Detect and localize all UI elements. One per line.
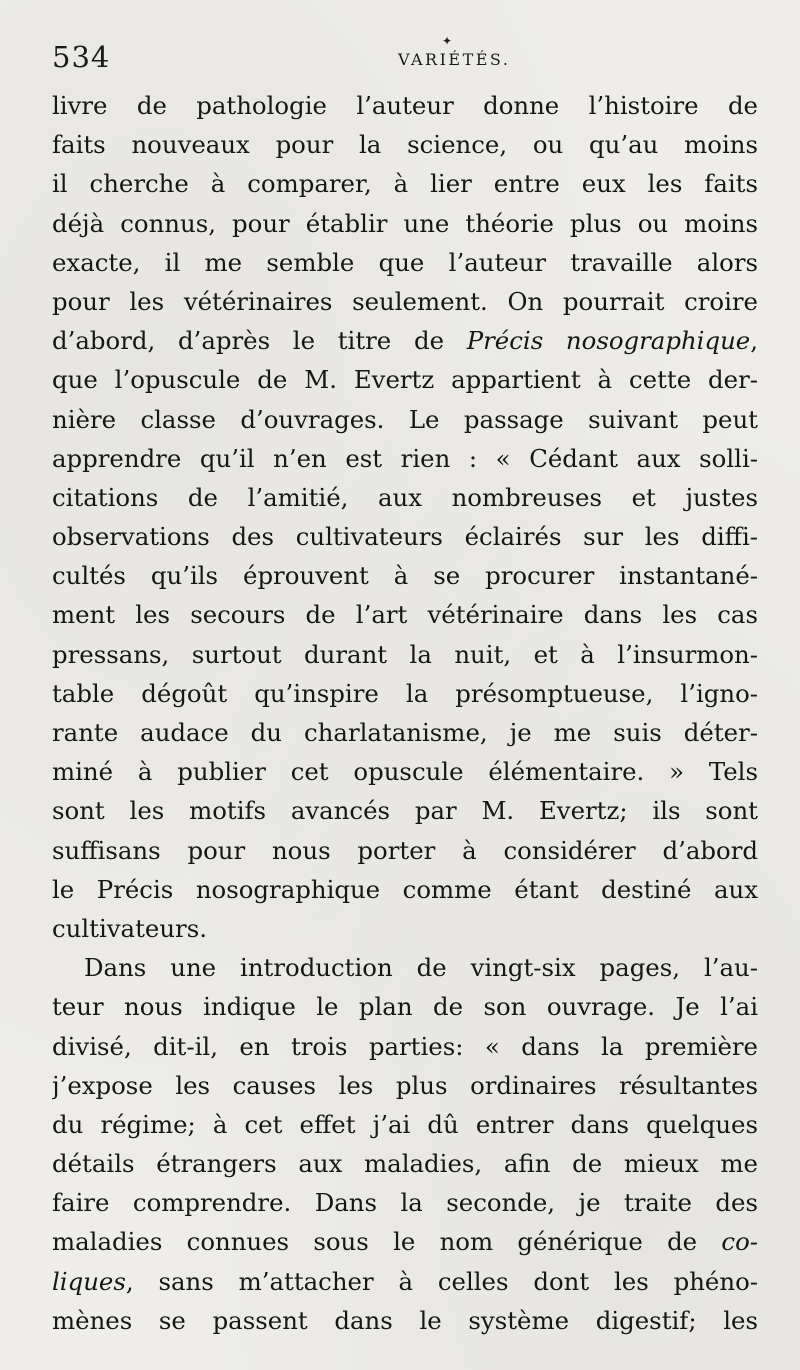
text-segment: d’abord, d’après le titre de (52, 326, 467, 356)
text-line (52, 243, 758, 282)
text-segment: , (750, 326, 758, 356)
text-line (52, 204, 758, 243)
text-segment: divisé, dit-il, en trois parties: « dans la première (52, 1031, 758, 1061)
text-line (52, 595, 758, 634)
text-segment: faire comprendre. Dans la seconde, je traite des (52, 1188, 758, 1218)
text-segment: il cherche à comparer, à lier entre eux les faits (52, 169, 758, 199)
running-head: VARIÉTÉS. (398, 50, 511, 69)
text-line (52, 556, 758, 595)
text-segment: apprendre qu’il n’en est rien : « Cédant aux solli- (52, 443, 758, 473)
text-line (52, 987, 758, 1026)
text-segment: cultivateurs. (52, 913, 207, 943)
text-segment: sont les motifs avancés par M. Evertz; ils sont (52, 796, 758, 826)
text-segment: le Précis nosographique comme étant destiné aux (52, 874, 758, 904)
text-line (52, 164, 758, 203)
text-segment: observations des cultivateurs éclairés sur les diffi- (52, 522, 758, 552)
text-segment: livre de pathologie l’auteur donne l’histoire de (52, 91, 758, 120)
page-header (52, 34, 752, 84)
text-segment: du régime; à cet effet j’ai dû entrer dans quelques (52, 1109, 758, 1139)
text-line (52, 282, 758, 321)
italic-text: liques (52, 1266, 126, 1296)
body-text (52, 86, 758, 1340)
text-line (52, 86, 758, 125)
text-segment: citations de l’amitié, aux nombreuses et justes (52, 482, 758, 512)
text-segment: ment les secours de l’art vétérinaire dans les cas (52, 600, 758, 630)
text-segment: mènes se passent dans le système digestif; les (52, 1305, 758, 1335)
text-line (52, 478, 758, 517)
text-segment: que l’opuscule de M. Evertz appartient à cette der- (52, 365, 758, 395)
text-segment: pour les vétérinaires seulement. On pourrait croire (52, 286, 758, 316)
text-segment: maladies connues sous le nom générique de (52, 1227, 722, 1257)
text-line (52, 400, 758, 439)
text-segment: Dans une introduction de vingt-six pages, l’au- (84, 953, 758, 983)
text-segment: table dégoût qu’inspire la présomptueuse, l’igno- (52, 678, 758, 708)
italic-text: co- (721, 1227, 758, 1257)
text-line (52, 870, 758, 909)
text-segment: , sans m’attacher à celles dont les phéno- (125, 1266, 758, 1296)
text-segment: déjà connus, pour établir une théorie plus ou moins (52, 208, 758, 238)
text-line (52, 517, 758, 556)
text-segment: pressans, surtout durant la nuit, et à l’insurmon- (52, 639, 758, 669)
text-segment: teur nous indique le plan de son ouvrage. Je l’ai (52, 992, 758, 1022)
text-line (52, 1066, 758, 1105)
text-line (52, 439, 758, 478)
text-line (52, 321, 758, 360)
text-line (52, 125, 758, 164)
text-segment: miné à publier cet opuscule élémentaire. » Tels (52, 757, 758, 787)
text-segment: nière classe d’ouvrages. Le passage suivant peut (52, 404, 758, 434)
text-line (52, 1144, 758, 1183)
text-segment: faits nouveaux pour la science, ou qu’au moins (52, 130, 758, 160)
text-segment: détails étrangers aux maladies, afin de mieux me (52, 1149, 758, 1179)
text-line (52, 635, 758, 674)
text-line (52, 831, 758, 870)
page-number: 534 (52, 40, 111, 74)
ornament-mark: ✦ (442, 34, 453, 48)
text-line (52, 1222, 758, 1261)
text-line (52, 948, 758, 987)
text-line (52, 1262, 758, 1301)
italic-text: Précis nosographique (466, 326, 751, 356)
text-segment: exacte, il me semble que l’auteur travaille alors (52, 247, 758, 277)
text-line (52, 360, 758, 399)
text-line (52, 1183, 758, 1222)
text-line (52, 1301, 758, 1340)
text-segment: rante audace du charlatanisme, je me suis déter- (52, 718, 758, 747)
text-line (52, 1105, 758, 1144)
text-segment: cultés qu’ils éprouvent à se procurer instantané- (52, 561, 758, 591)
text-line (52, 791, 758, 830)
text-line (52, 713, 758, 752)
text-line (52, 674, 758, 713)
text-line (52, 909, 758, 948)
text-segment: j’expose les causes les plus ordinaires résultantes (52, 1070, 758, 1100)
text-line (52, 1027, 758, 1066)
text-line (52, 752, 758, 791)
text-segment: suffisans pour nous porter à considérer d’abord (52, 835, 758, 865)
